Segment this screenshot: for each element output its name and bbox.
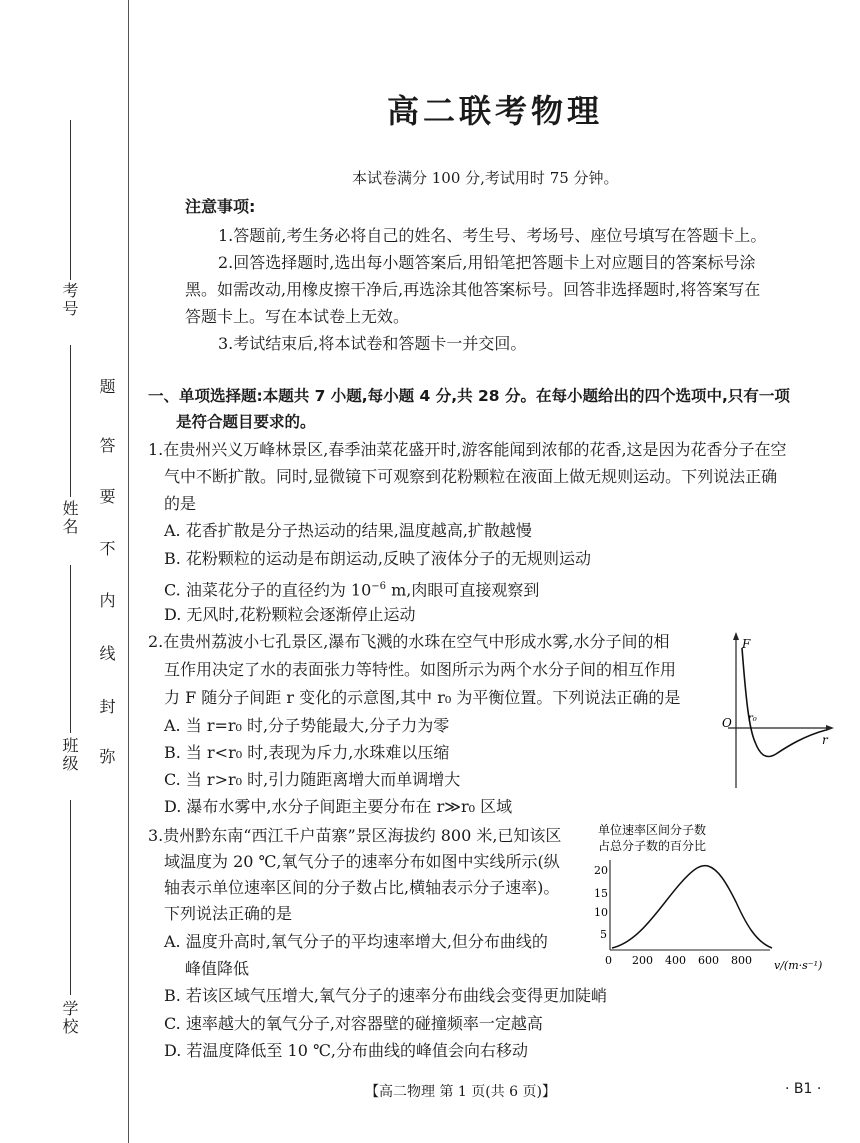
q2-stem: 互作用决定了水的表面张力等特性。如图所示为两个水分子间的相互作用 [164, 660, 677, 679]
distribution-curve [612, 866, 772, 948]
name-label: 姓名 [60, 500, 79, 536]
school-label: 学校 [60, 1000, 79, 1036]
section-heading-cont: 是符合题目要求的。 [176, 413, 316, 431]
distance-label: r [822, 733, 828, 747]
notice-line: 黑。如需改动,用橡皮擦干净后,再选涂其他答案标号。回答非选择题时,将答案写在 [185, 280, 761, 299]
seal-char: 答 [97, 437, 116, 455]
notice-line: 答题卡上。写在本试卷上无效。 [185, 307, 410, 326]
q1-option-b: B. 花粉颗粒的运动是布朗运动,反映了液体分子的无规则运动 [164, 549, 592, 568]
notice-line: 1.答题前,考生务必将自己的姓名、考生号、考场号、座位号填写在答题卡上。 [218, 226, 767, 245]
q2-stem: 2.在贵州荔波小七孔景区,瀑布飞溅的水珠在空气中形成水雾,水分子间的相 [148, 632, 670, 651]
binding-line [128, 0, 129, 1143]
q2-option-b: B. 当 r<r₀ 时,表现为斥力,水珠难以压缩 [164, 743, 450, 762]
exam-number-blank [70, 120, 71, 280]
seal-char: 要 [97, 488, 116, 506]
x-axis-label: v/(m·s⁻¹) [774, 959, 823, 972]
seal-char: 内 [97, 592, 116, 610]
seal-char: 不 [97, 540, 116, 558]
force-label: F [742, 637, 751, 651]
q1-stem: 的是 [164, 494, 197, 513]
y-tick-label: 5 [600, 928, 607, 941]
q3-option-d: D. 若温度降低至 10 ℃,分布曲线的峰值会向右移动 [164, 1041, 528, 1060]
x-tick-label: 600 [698, 954, 719, 967]
r0-label: r₀ [748, 713, 757, 724]
x-tick-label: 400 [665, 954, 686, 967]
q1-stem: 1.在贵州兴义万峰林景区,春季油菜花盛开时,游客能闻到浓郁的花香,这是因为花香分子在空 [148, 440, 787, 459]
speed-distribution-figure [594, 820, 840, 980]
exam-info: 本试卷满分 100 分,考试用时 75 分钟。 [352, 169, 619, 187]
q3-option-c: C. 速率越大的氧气分子,对容器壁的碰撞频率一定越高 [164, 1014, 543, 1033]
x-tick-label: 0 [605, 954, 612, 967]
x-tick-label: 200 [632, 954, 653, 967]
class-label: 班级 [60, 737, 79, 773]
y-tick-label: 10 [594, 906, 608, 919]
q1-option-d: D. 无风时,花粉颗粒会逐渐停止运动 [164, 605, 416, 624]
q2-option-c: C. 当 r>r₀ 时,引力随距离增大而单调增大 [164, 770, 461, 789]
q3-stem: 下列说法正确的是 [164, 904, 293, 923]
q3-option-a: A. 温度升高时,氧气分子的平均速率增大,但分布曲线的 [164, 932, 548, 951]
seal-char: 题 [97, 378, 116, 396]
q3-stem: 域温度为 20 ℃,氧气分子的速率分布如图中实线所示(纵 [164, 852, 560, 871]
q2-option-d: D. 瀑布水雾中,水分子间距主要分布在 r≫r₀ 区域 [164, 797, 513, 816]
seal-char: 弥 [97, 748, 116, 766]
q3-option-a-cont: 峰值降低 [185, 959, 250, 978]
q1-option-c: C. 油菜花分子的直径约为 $10^{-6}$ m,肉眼可直接观察到 [164, 580, 540, 600]
force-distance-figure [718, 630, 838, 795]
origin-label: O [722, 716, 732, 730]
q1-stem: 气中不断扩散。同时,显微镜下可观察到花粉颗粒在液面上做无规则运动。下列说法正确 [164, 467, 778, 486]
q3-stem: 轴表示单位速率区间的分子数占比,横轴表示分子速率)。 [164, 878, 560, 897]
school-blank [70, 800, 71, 995]
q2-option-a: A. 当 r=r₀ 时,分子势能最大,分子力为零 [164, 716, 450, 735]
y-axis-label: 单位速率区间分子数 [598, 823, 707, 837]
y-tick-label: 15 [594, 887, 608, 900]
page-title: 高二联考物理 [386, 92, 603, 130]
notice-line: 2.回答选择题时,选出每小题答案后,用铅笔把答题卡上对应题目的答案标号涂 [218, 253, 756, 272]
class-blank [70, 565, 71, 733]
q1-option-a: A. 花香扩散是分子热运动的结果,温度越高,扩散越慢 [164, 521, 532, 540]
arrow-icon [826, 725, 834, 731]
seal-char: 线 [97, 645, 116, 663]
exam-number-label: 考号 [60, 282, 79, 318]
arrow-icon [733, 632, 739, 640]
seal-char: 封 [97, 698, 116, 716]
name-blank [70, 345, 71, 497]
section-heading: 一、单项选择题:本题共 7 小题,每小题 4 分,共 28 分。在每小题给出的四个选项中,只有一项 [148, 387, 790, 405]
x-tick-label: 800 [731, 954, 752, 967]
notice-line: 3.考试结束后,将本试卷和答题卡一并交回。 [218, 334, 527, 353]
q2-stem: 力 F 随分子间距 r 变化的示意图,其中 r₀ 为平衡位置。下列说法正确的是 [164, 688, 681, 707]
q3-option-b: B. 若该区域气压增大,氧气分子的速率分布曲线会变得更加陡峭 [164, 986, 608, 1005]
force-curve [742, 648, 826, 757]
q3-stem: 3.贵州黔东南“西江千户苗寨”景区海拔约 800 米,已知该区 [148, 826, 562, 845]
y-tick-label: 20 [594, 864, 608, 877]
y-axis-label: 占总分子数的百分比 [598, 839, 707, 853]
page-footer: 【高二物理 第 1 页(共 6 页)】 [365, 1084, 556, 1100]
paper-code: · B1 · [785, 1081, 822, 1097]
notice-heading: 注意事项: [185, 197, 256, 216]
